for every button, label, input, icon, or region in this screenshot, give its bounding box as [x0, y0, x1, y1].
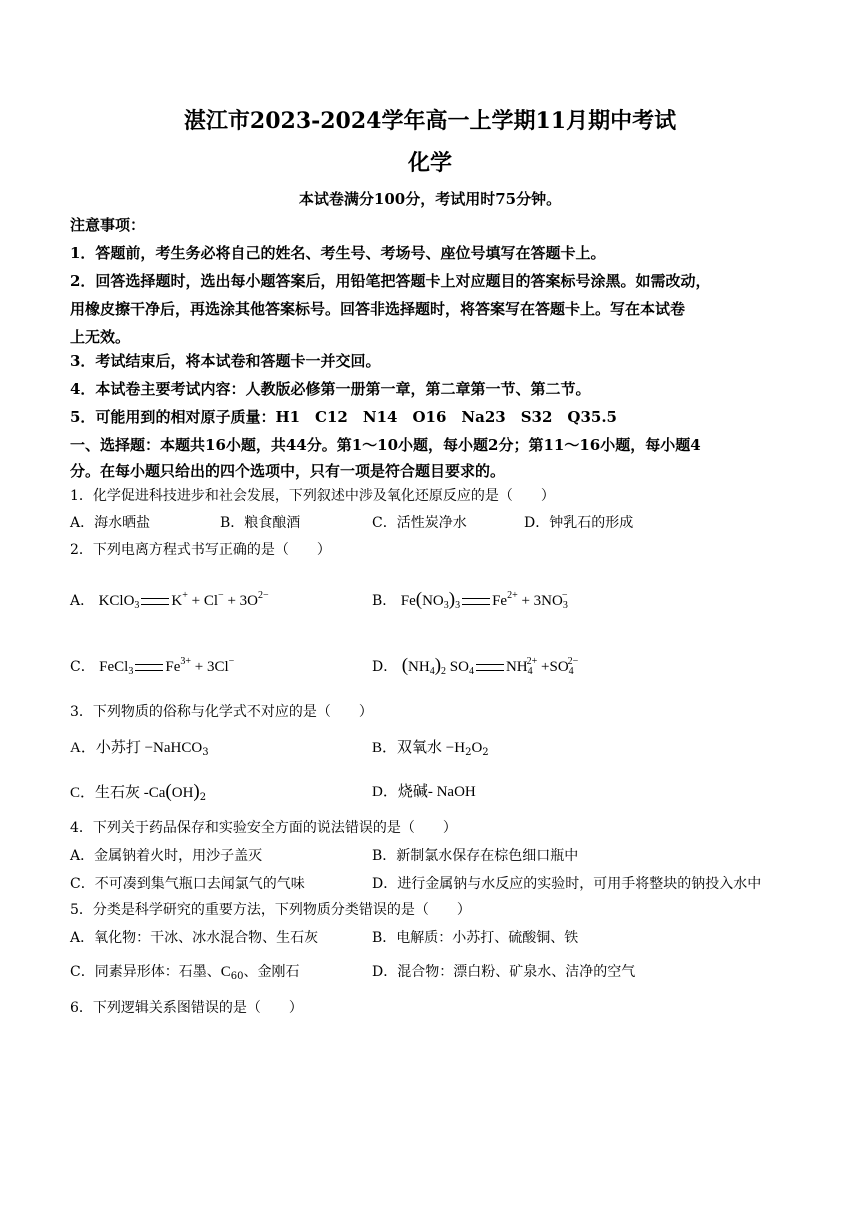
q4-option-d: D．进行金属钠与水反应的实验时，可用手将整块的钠投入水中 [372, 876, 762, 892]
equation-b: $Fe(NO_3)_3$ $Fe^{2+} + 3NO_3^-$ [400, 589, 568, 611]
option-label: D． [372, 659, 398, 675]
option-label: C． [70, 659, 95, 675]
q4-option-a: A．金属钠着火时，用沙子盖灭 [70, 848, 263, 864]
note-item: 用橡皮擦干净后，再选涂其他答案标号。回答非选择题时，将答案写在答题卡上。写在本试卷 [70, 300, 686, 318]
q1-option-d: D．钟乳石的形成 [524, 515, 634, 531]
note-item: 1．答题前，考生务必将自己的姓名、考生号、考场号、座位号填写在答题卡上。 [70, 244, 606, 262]
q4-option-c: C．不可凑到集气瓶口去闻氯气的气味 [70, 876, 305, 892]
q2-option-b [372, 586, 567, 616]
question-5-stem: 5．分类是科学研究的重要方法，下列物质分类错误的是（ ） [70, 902, 471, 918]
q3-option-c: C．生石灰 $-Ca(OH)_2$ [70, 781, 207, 803]
q1-option-b: B．粮食酿酒 [220, 515, 301, 531]
note-item: 4．本试卷主要考试内容：人教版必修第一册第一章，第二章第一节、第二节。 [70, 380, 591, 398]
q1-option-c: C．活性炭净水 [372, 515, 467, 531]
q4-option-b: B．新制氯水保存在棕色细口瓶中 [372, 848, 579, 864]
q2-option-a [70, 586, 269, 616]
exam-info: 本试卷满分100分，考试用时75分钟。 [298, 190, 562, 208]
q5-option-d: D．混合物：漂白粉、矿泉水、洁净的空气 [372, 964, 636, 980]
q1-option-a: A．海水晒盐 [70, 515, 151, 531]
option-label: B． [372, 593, 397, 609]
note-item: 5．可能用到的相对原子质量：H1 C12 N14 O16 Na23 S32 Q35.5 [70, 408, 617, 426]
q3-option-a: A．小苏打 −NaHCO$_3$ [70, 740, 209, 758]
equation-c: FeCl$_3$ $Fe^{3+} + 3Cl^-$ [99, 656, 235, 677]
exam-title: 湛江市2023-2024学年高一上学期11月期中考试 [183, 108, 677, 134]
equation-a: KClO$_3$ $K^+ + Cl^- + 3O^{2-}$ [98, 590, 269, 611]
question-6-stem: 6．下列逻辑关系图错误的是（ ） [70, 1000, 303, 1016]
question-3-stem: 3．下列物质的俗称与化学式不对应的是（ ） [70, 704, 373, 720]
option-label: A． [70, 593, 95, 609]
note-item: 上无效。 [70, 328, 131, 346]
section-heading-cont: 分。在每小题只给出的四个选项中，只有一项是符合题目要求的。 [70, 462, 506, 480]
q3-option-b: B．双氧水 $-H_2O_2$ [372, 740, 489, 758]
note-item: 3．考试结束后，将本试卷和答题卡一并交回。 [70, 352, 381, 370]
question-2-stem: 2．下列电离方程式书写正确的是（ ） [70, 542, 331, 558]
q5-option-a: A．氧化物：干冰、冰水混合物、生石灰 [70, 930, 319, 946]
note-item: 2．回答选择题时，选出每小题答案后，用铅笔把答题卡上对应题目的答案标号涂黑。如需改动， [70, 272, 711, 290]
q2-option-d [372, 652, 578, 682]
notes-heading: 注意事项： [70, 216, 146, 234]
question-1-stem: 1．化学促进科技进步和社会发展，下列叙述中涉及氧化还原反应的是（ ） [70, 488, 555, 504]
section-heading: 一、选择题：本题共16小题，共44分。第1～10小题，每小题2分；第11～16小题，每小题4 [70, 436, 701, 454]
q2-option-c [70, 652, 234, 682]
equation-d: $(NH_4)_2$ $SO_4$ $NH_4^{2+} +SO_4^{2-}$ [401, 655, 579, 677]
q3-option-d: D．烧碱- NaOH [372, 784, 476, 800]
question-4-stem: 4．下列关于药品保存和实验安全方面的说法错误的是（ ） [70, 820, 457, 836]
q5-option-b: B．电解质：小苏打、硫酸铜、铁 [372, 930, 579, 946]
subject-title: 化学 [407, 150, 452, 176]
q5-option-c: C．同素异形体：石墨、$C_{60}$、金刚石 [70, 964, 300, 982]
